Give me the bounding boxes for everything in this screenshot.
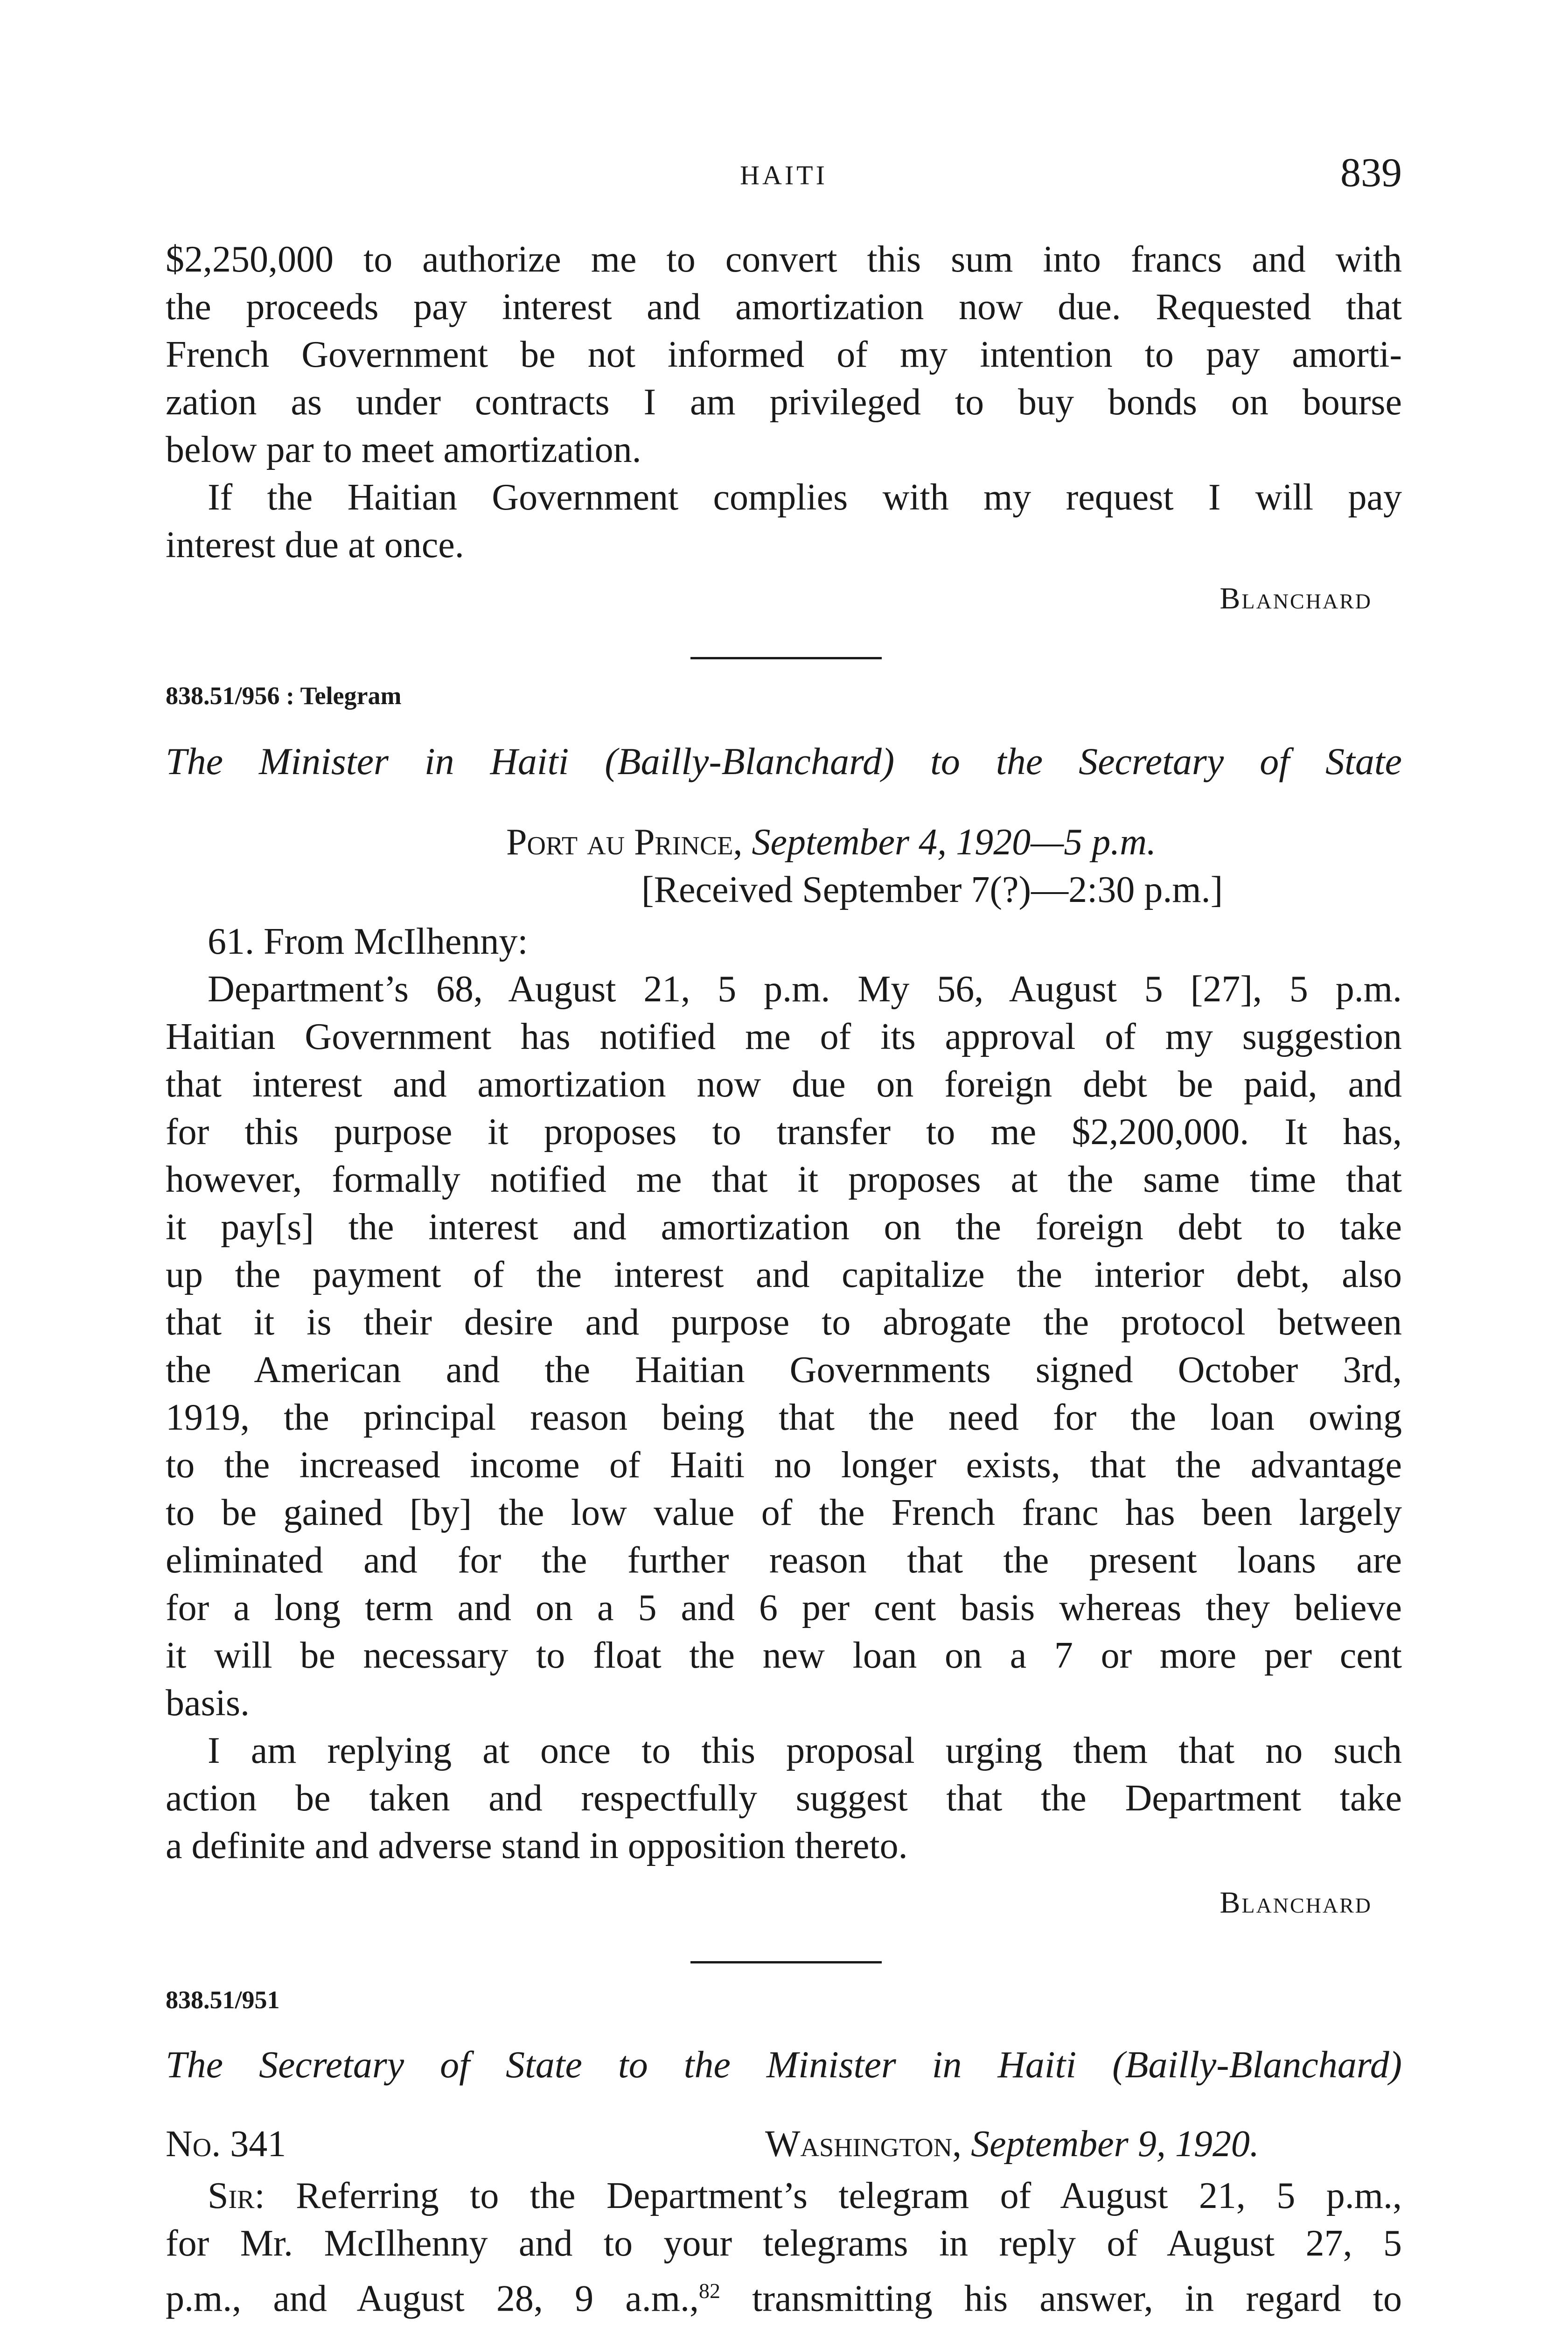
text-line: that it is their desire and purpose to abrogate the protocol between — [166, 1302, 1402, 1343]
section-divider — [690, 1961, 882, 1963]
telegram-body — [166, 918, 1402, 1870]
text-line: the proceeds pay interest and amortization now due. Requested that — [166, 286, 1402, 328]
text-line: French Government be not informed of my intention to pay amorti- — [166, 334, 1402, 375]
signature: Blanchard — [1220, 1886, 1372, 1920]
dateline-date: September 4, 1920—5 p.m. — [752, 822, 1157, 863]
signature: Blanchard — [1220, 581, 1372, 615]
letter-body — [166, 2172, 1402, 2323]
text-line: zation as under contracts I am privileged to buy bonds on bourse — [166, 382, 1402, 423]
text-line: that interest and amortization now due on foreign debt be paid, and — [166, 1064, 1402, 1105]
text-line: the American and the Haitian Governments signed October 3rd, — [166, 1349, 1402, 1390]
text-line: Haitian Government has notified me of its approval of my suggestion — [166, 1016, 1402, 1057]
text-line: p.m., and August 28, 9 a.m.,$^{82}$ transmitting his answer, in regard to — [166, 2278, 1402, 2319]
text-line: for a long term and on a 5 and 6 per cent basis whereas they believe — [166, 1587, 1402, 1628]
file-reference: 838.51/951 — [166, 1986, 280, 2014]
footnote-reference: 82 — [698, 2279, 720, 2303]
text-line: Department’s 68, August 21, 5 p.m. My 56, August 5 [27], 5 p.m. — [208, 969, 1402, 1010]
received-note: [Received September 7(?)—2:30 p.m.] — [641, 869, 1223, 910]
text-line: 61. From McIlhenny: — [208, 921, 528, 962]
text-line: Sir: Referring to the Department’s telegram of August 21, 5 p.m., — [208, 2175, 1402, 2216]
text-line: If the Haitian Government complies with my request I will pay — [208, 477, 1402, 518]
text-line: it pay[s] the interest and amortization on the foreign debt to take — [166, 1207, 1402, 1248]
text-line: it will be necessary to float the new loan on a 7 or more per cent — [166, 1635, 1402, 1676]
document-number: No. 341 — [166, 2123, 286, 2165]
running-head: HAITI — [740, 160, 828, 190]
text-line: for Mr. McIlhenny and to your telegrams in reply of August 27, 5 — [166, 2223, 1402, 2264]
dateline-place: Washington, — [765, 2123, 962, 2165]
text-line: for this purpose it proposes to transfer to me $2,200,000. It has, — [166, 1111, 1402, 1153]
text-line: however, formally notified me that it proposes at the same time that — [166, 1159, 1402, 1200]
text-line: 1919, the principal reason being that the need for the loan owing — [166, 1397, 1402, 1438]
text-line: action be taken and respectfully suggest that the Department take — [166, 1778, 1402, 1819]
dateline-date: September 9, 1920. — [971, 2123, 1259, 2165]
document-heading: The Secretary of State to the Minister in Haiti (Bailly-Blanchard) — [166, 2043, 1402, 2086]
text-line: $2,250,000 to authorize me to convert this sum into francs and with — [166, 239, 1402, 280]
section-divider — [690, 657, 882, 659]
text-line: basis. — [166, 1683, 250, 1724]
text-line: to the increased income of Haiti no longer exists, that the advantage — [166, 1445, 1402, 1486]
text-line: interest due at once. — [166, 524, 464, 566]
document-heading: The Minister in Haiti (Bailly-Blanchard) to the Secretary of State — [166, 740, 1402, 782]
salutation: Sir: — [208, 2175, 265, 2216]
dateline — [506, 821, 1402, 864]
dateline — [765, 2123, 1259, 2165]
text-line: I am replying at once to this proposal urging them that no such — [208, 1730, 1402, 1771]
page-header — [166, 149, 1402, 205]
text-line: a definite and adverse stand in opposition thereto. — [166, 1825, 908, 1866]
text-line: up the payment of the interest and capitalize the interior debt, also — [166, 1254, 1402, 1295]
text-line: to be gained [by] the low value of the French franc has been largely — [166, 1492, 1402, 1533]
text-line: eliminated and for the further reason that the present loans are — [166, 1540, 1402, 1581]
continuation-paragraph — [166, 236, 1402, 569]
dateline-place: Port au Prince, — [506, 822, 743, 863]
file-reference: 838.51/956 : Telegram — [166, 682, 402, 710]
page-number: 839 — [1340, 150, 1402, 196]
text-line: below par to meet amortization. — [166, 429, 641, 470]
